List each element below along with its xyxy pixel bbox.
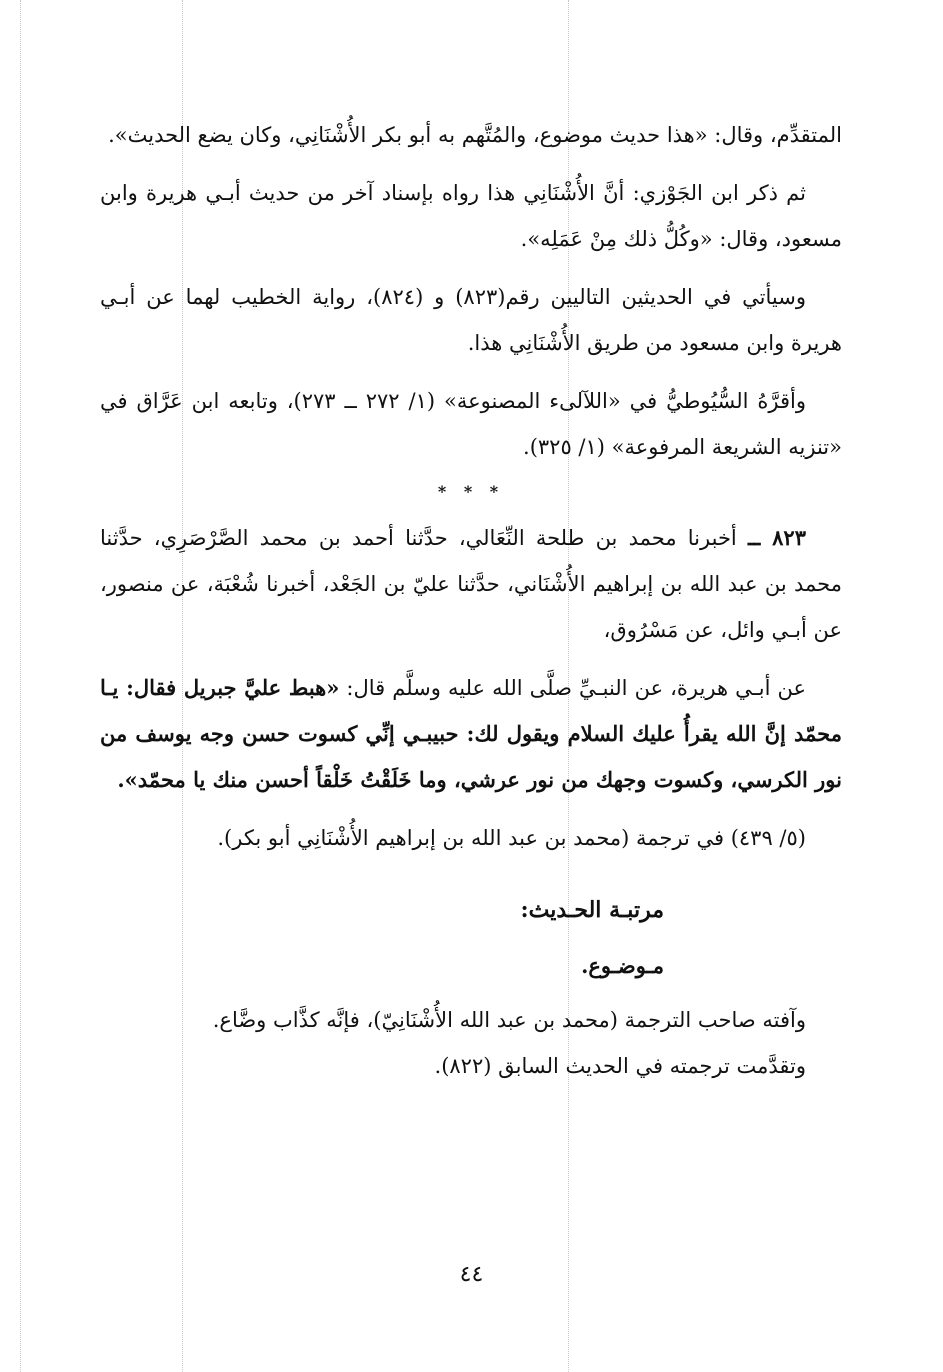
- grading-ruling: مـوضـوع.: [581, 953, 664, 978]
- page-number: ٤٤: [459, 1262, 484, 1287]
- paragraph-suyuti: وأقرَّهُ السُّيُوطيُّ في «اللآلىء المصنوعة» (١/ ٢٧٢ ــ ٢٧٣)، وتابعه ابن عَرَّاق في «تنزيه الشريعة المرفوعة» (١/ ٣٢٥).: [100, 389, 842, 459]
- hadith-number: ٨٢٣ ــ: [748, 525, 806, 550]
- hadith-matn: [100, 665, 842, 803]
- page-body: [100, 112, 842, 1101]
- hadith-isnad: [100, 515, 842, 653]
- grading-explanation: وآفته صاحب الترجمة (محمد بن عبد الله الأُشْنَانِيّ)، فإنَّه كذَّاب وضَّاع.: [212, 1008, 806, 1032]
- grading-heading: مرتبـة الحـديث:: [520, 897, 664, 923]
- hadith-matn-intro: عن أبـي هريرة، عن النبـيِّ صلَّى الله عليه وسلَّم قال:: [346, 676, 806, 700]
- section-separator: * * *: [437, 482, 505, 501]
- paragraph-upcoming-hadiths: وسيأتي في الحديثين التاليين رقم(٨٢٣) و (٨٢٤)، رواية الخطيب لهما عن أبـي هريرة وابن مسعود من طريق الأُشْنَانِي هذا.: [100, 285, 842, 355]
- hadith-matn-text: «هبط عليَّ جبريل فقال: يـا محمّد إنَّ الله يقرأُ عليك السلام ويقول لك: حبيبـي إنِّي كسوت حسن وجه يوسف من نور الكرسي، وكسوت وجهك من نور عرشي، وما خَلَقْتُ خَلْقاً أحسن منك يا محمّد».: [100, 675, 842, 792]
- scan-artifact-line: [20, 0, 21, 1372]
- paragraph-previous-continuation: المتقدِّم، وقال: «هذا حديث موضوع، والمُتَّهم به أبو بكر الأُشْنَانِي، وكان يضع الحديث».: [108, 123, 842, 147]
- hadith-source-reference: (٥/ ٤٣٩) في ترجمة (محمد بن عبد الله بن إبراهيم الأُشْنَانِي أبو بكر).: [217, 826, 806, 850]
- paragraph-ibn-al-jawzi: ثم ذكر ابن الجَوْزي: أنَّ الأُشْنَانِي هذا رواه بإسناد آخر من حديث أبـي هريرة وابن مسعود، وقال: «وكُلُّ ذلك مِنْ عَمَلِه».: [100, 181, 842, 251]
- hadith-isnad-text: أخبرنا محمد بن طلحة النِّعَالي، حدَّثنا أحمد بن محمد الصَّرْصَرِي، حدَّثنا محمد بن عبد الله بن إبراهيم الأُشْنَاني، حدَّثنا عليّ بن الجَعْد، أخبرنا شُعْبَة، عن منصور، عن أبـي وائل، عن مَسْرُوق،: [100, 526, 842, 642]
- grading-previous-reference: وتقدَّمت ترجمته في الحديث السابق (٨٢٢).: [434, 1054, 806, 1078]
